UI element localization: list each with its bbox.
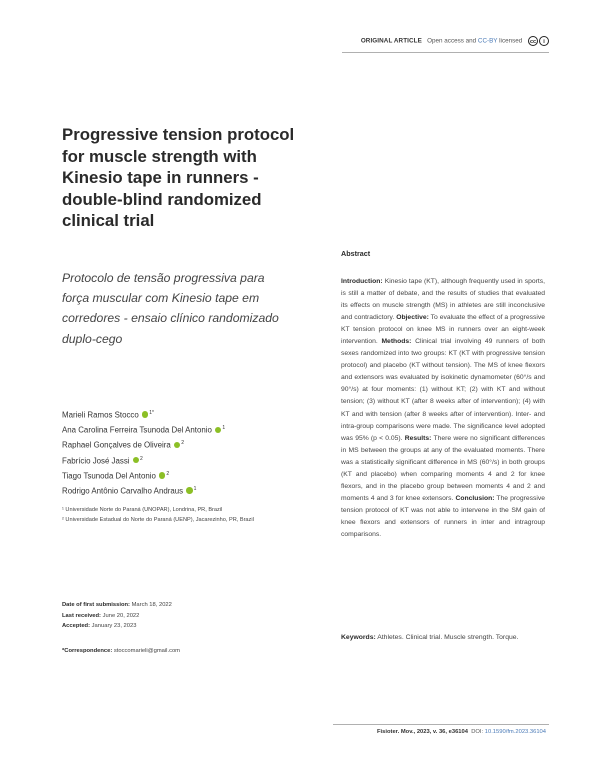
affiliation-item: ¹ Universidade Norte do Paraná (UNOPAR), Londrina, PR, Brazil (62, 507, 223, 513)
author-item (62, 422, 302, 437)
footer-divider (333, 724, 549, 725)
last-received-label: Last received: (62, 612, 101, 619)
author-item (62, 437, 302, 452)
keywords (341, 632, 545, 644)
accepted-row (62, 621, 282, 632)
article-header (0, 36, 549, 46)
last-received-row (62, 611, 282, 622)
article-subtitle: Protocolo de tensão progressiva para força muscular com Kinesio tape em corredores - ensaio clínico randomizado duplo-cego (62, 271, 279, 346)
author-affiliation-mark: 1 (222, 425, 226, 432)
licensed-text: licensed (499, 37, 523, 45)
results-label: Results: (404, 434, 432, 442)
orcid-icon[interactable] (174, 442, 181, 449)
affiliation-item: ² Universidade Estadual do Norte do Paraná (UENP), Jacarezinho, PR, Brazil (62, 517, 254, 524)
article-title: Progressive tension protocol for muscle strength with Kinesio tape in runners - double-blind randomized clinical trial (62, 125, 295, 230)
article-type: ORIGINAL ARTICLE (360, 37, 422, 45)
keywords-text: Athletes. Clinical trial. Muscle strength. Torque. (377, 634, 519, 641)
abstract-body (341, 276, 545, 541)
conclusion-text: The progressive tension protocol of KT was not able to intervene in the SM gain of knee flexors and extensors of runners in inter and intragroup comparisons. (341, 494, 545, 538)
author-item (62, 407, 302, 422)
submission-dates (62, 600, 282, 632)
license-link[interactable]: CC-BY (477, 37, 498, 45)
access-text: Open access and (427, 37, 477, 45)
doi-label: DOI: (471, 729, 484, 735)
doi-link[interactable]: 10.1590/fm.2023.36104 (484, 729, 546, 735)
author-item (62, 468, 302, 483)
introduction-text: Kinesio tape (KT), although frequently used in sports, is still a matter of debate, and the results of studies that evaluated its effects on muscle strength (MS) in athletes are still inconclusive and contradictory. (341, 278, 545, 322)
abstract-heading: Abstract (341, 249, 371, 258)
accepted-date: January 23, 2023 (91, 623, 137, 630)
author-name: Fabrício José Jassi (62, 456, 130, 466)
last-received-date: June 20, 2022 (102, 612, 140, 619)
orcid-icon[interactable] (133, 457, 140, 464)
author-affiliation-mark: 1* (149, 410, 154, 416)
methods-label: Methods: (381, 338, 412, 346)
first-submission-label: Date of first submission: (62, 602, 130, 608)
methods-text: Clinical trial involving 49 runners of both sexes randomized into two groups: KT (KT with progressive tension protocol) and placebo (KT without tension). The MS of knee flexors and extensors was evaluated by isokinetic dynamometer (60°/s and 90°/s) at four moments: (1) without KT; (2) with KT and without tension; (3) without KT (after 8 weeks after of intervention); (4) with KT and with tension (after 8 weeks after of intervention). Inter- and intra-group comparisons were made. The significance level adopted was 95% (p < 0.05). (341, 338, 545, 442)
first-submission-date: March 18, 2022 (131, 602, 172, 608)
author-name: Rodrigo Antônio Carvalho Andraus (62, 486, 184, 496)
orcid-icon[interactable] (215, 427, 222, 434)
correspondence (62, 648, 282, 654)
author-affiliation-mark: 1 (193, 486, 197, 493)
cc-by-icon[interactable] (527, 36, 549, 46)
author-name: Tiago Tsunoda Del Antonio (62, 471, 156, 481)
author-affiliation-mark: 2 (181, 440, 185, 447)
author-name: Ana Carolina Ferreira Tsunoda Del Antonio (62, 425, 212, 435)
objective-text: To evaluate the effect of a progressive KT tension protocol on knee MS in runners over an eight-week intervention. (341, 314, 545, 346)
journal-citation: Fisioter. Mov., 2023, v. 36, e36104 (376, 729, 468, 735)
keywords-label: Keywords: (341, 634, 376, 641)
correspondence-label: *Correspondence: (62, 648, 113, 654)
orcid-icon[interactable] (142, 411, 149, 418)
results-text: There were no significant differences in MS between the groups at any of the evaluated moments. There was a statistically significant difference in MS (60°/s) in both groups (KT and placebo) when comparing moments 4 and 2 for knee flexors, and in the placebo group between moments 4 and 2 and moments 4 and 3 for knee extensors. (341, 434, 545, 502)
affiliation-list (62, 505, 282, 525)
orcid-icon[interactable] (186, 487, 193, 494)
author-item (62, 483, 302, 498)
conclusion-label: Conclusion: (455, 494, 495, 502)
author-affiliation-mark: 2 (140, 455, 143, 462)
correspondence-email[interactable]: stoccomarieli@gmail.com (113, 648, 181, 654)
cc-symbol: cc (528, 36, 538, 46)
header-divider (342, 52, 549, 53)
by-symbol: i (539, 36, 549, 46)
orcid-icon[interactable] (159, 472, 166, 479)
accepted-label: Accepted: (62, 623, 91, 630)
first-submission-row (62, 600, 282, 611)
article-footer (0, 729, 546, 735)
author-affiliation-mark: 2 (166, 470, 170, 477)
introduction-label: Introduction: (341, 278, 383, 285)
author-item (62, 453, 302, 468)
author-name: Raphael Gonçalves de Oliveira (62, 441, 171, 451)
objective-label: Objective: (396, 314, 429, 322)
author-list (62, 407, 302, 498)
author-name: Marieli Ramos Stocco (62, 410, 139, 420)
